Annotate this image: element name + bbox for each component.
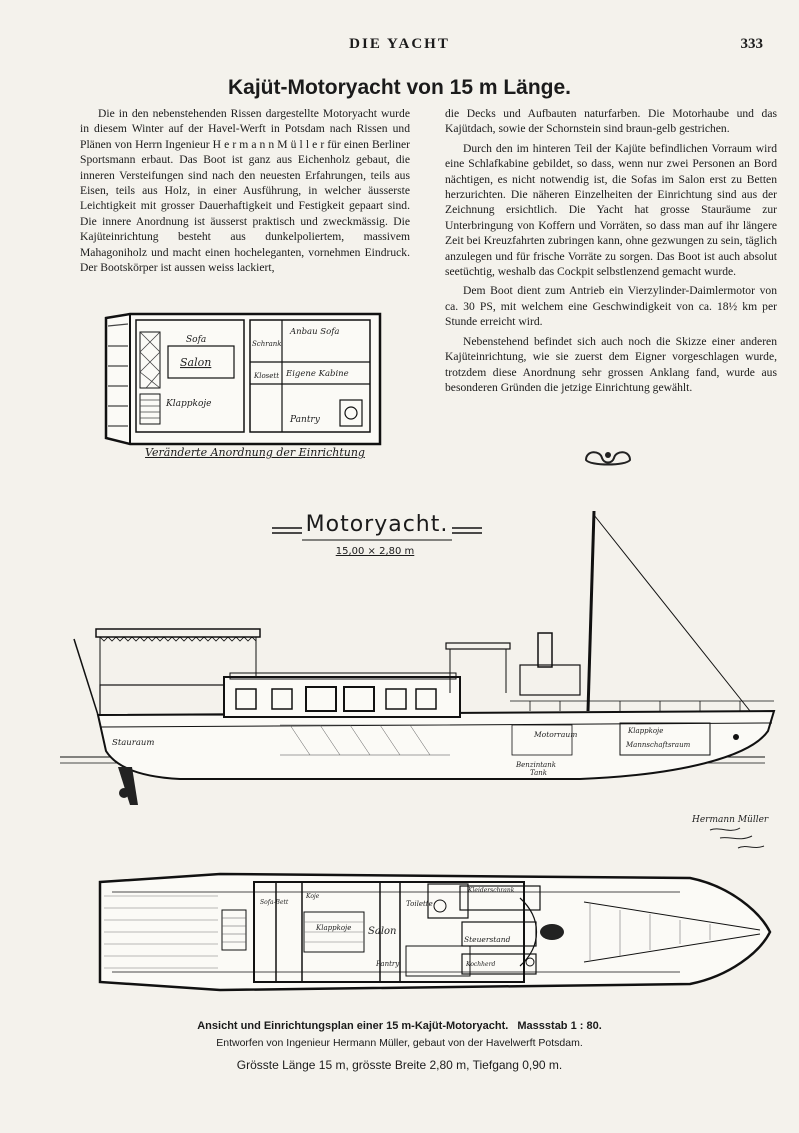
paragraph: Die in den nebenstehenden Rissen dargestellte Motoryacht wurde in diesem Winter auf der Havel-Werft in Potsdam nach Rissen und Plänen von Herrn Ingenieur H e r m a n n M ü l l e r für einen Berliner Sportsmann erbaut. Das Boot ist ganz aus Eichenholz gebaut, die inneren Versteifungen sind nach den neuesten Erfahrungen, teils aus Eisen, teils aus Holz, in einer Ausführung, in welcher äusserste Leichtigkeit mit grosser Dauerhaftigkeit und Festigkeit gepaart sind. Die innere Anordnung ist äusserst praktisch und zweckmässig. Die Kajüteinrichtung besteht aus dunkelpoliertem, massivem Mahagoniholz und macht einen hocheleganten, vornehmen Eindruck. Der Bootskörper ist aussen weiss lackiert, (80, 107, 410, 275)
plan-label-sofa-bett: Sofa-Bett (260, 899, 289, 906)
profile-label-stauraum: Stauraum (112, 738, 155, 748)
plan-label-klappkoje: Klappkoje (316, 924, 352, 932)
profile-label-klappkoje: Klappkoje (628, 727, 664, 735)
drawing-title-text: Motoryacht. (305, 512, 449, 537)
article-title: Kajüt-Motoryacht von 15 m Länge. (227, 76, 572, 99)
yacht-profile-drawing (60, 505, 780, 815)
paragraph: Dem Boot dient zum Antrieb ein Vierzylinder-Daimlermotor von ca. 30 PS, mit welchem eine Geschwindigkeit von ca. 18½ km per Stunde erreicht wird. (445, 284, 777, 329)
profile-label-mannschaftsraum: Mannschaftsraum (626, 741, 691, 749)
figure-caption-scale: Massstab 1 : 80. (517, 1020, 602, 1032)
text-column-left (80, 106, 410, 279)
page-number: 333 (740, 36, 763, 52)
sketch-label-sofa: Sofa (186, 335, 207, 345)
drawing-dimensions: 15,00 × 2,80 m (335, 546, 415, 557)
sketch-label-eigene-kabine: Eigene Kabine (286, 369, 349, 379)
figure-caption-title: Ansicht und Einrichtungsplan einer 15 m-Kajüt-Motoryacht. (197, 1020, 509, 1032)
sketch-label-pantry: Pantry (290, 415, 320, 425)
profile-label-motorraum: Motorraum (534, 730, 578, 739)
figure-caption (0, 1020, 799, 1032)
sketch-caption: Veränderte Anordnung der Einrichtung (145, 446, 365, 459)
plan-label-toilette: Toilette (406, 900, 433, 908)
paragraph: Nebenstehend befindet sich auch noch die Skizze einer anderen Kajüteinrichtung, wie sie zuerst dem Eigner vorgeschlagen wurde, trotzdem diese Anordnung sehr grossen Anklang fand, wurde aus besonderen Gründen die jetzige Einrichtung gewählt. (445, 334, 777, 394)
signature-text: Hermann Müller (692, 815, 769, 825)
paragraph: Durch den im hinteren Teil der Kajüte befindlichen Vorraum wird eine Schlafkabine gebildet, so dass, wenn nur zwei Personen an Bord nächtigen, es nicht notwendig ist, die Sofas im Salon erst zu Betten herzurichten. Die näheren Einzelheiten der Einrichtung sind aus der Zeichnung ersichtlich. Die Yacht hat grosse Stauräume zur Unterbringung von Koffern und Vorräten, so dass man auf ihr längere Zeit bei Kreuzfahrten zubringen kann, ohne gezwungen zu sein, täglich anzulegen und für frische Vorräte zu sorgen. Das Boot ist auch absolut seetüchtig, weshalb das Cockpit selbstlenzend gemacht wurde. (445, 141, 777, 279)
running-head: DIE YACHT (349, 36, 450, 52)
plan-label-pantry: Pantry (376, 960, 400, 968)
plan-label-koje: Koje (306, 893, 320, 900)
figure-credit: Entworfen von Ingenieur Hermann Müller, gebaut von der Havelwerft Potsdam. (216, 1037, 583, 1049)
ornament-icon (578, 446, 638, 470)
alternative-layout-sketch (100, 306, 400, 468)
plan-label-kleiderschrank: Kleiderschrank (468, 887, 515, 894)
plan-label-kochherd: Kochherd (466, 961, 496, 968)
plan-label-steuerstand: Steuerstand (464, 935, 511, 944)
sketch-label-klappkoje: Klappkoje (166, 399, 212, 409)
text-column-right (445, 106, 777, 399)
profile-label-benzintank: Benzintank (516, 761, 556, 769)
plan-label-salon: Salon (368, 926, 397, 937)
sketch-label-salon: Salon (180, 356, 212, 369)
figure-dimensions: Grösste Länge 15 m, grösste Breite 2,80 m, Tiefgang 0,90 m. (236, 1058, 563, 1072)
sketch-label-klosett: Klosett (254, 372, 280, 380)
designer-signature (690, 806, 780, 856)
paragraph: die Decks und Aufbauten naturfarben. Die Motorhaube und das Kajütdach, sowie der Schornstein sind braun-gelb gestrichen. (445, 107, 777, 136)
profile-label-tank: Tank (530, 769, 548, 777)
sketch-label-schrank: Schrank (252, 340, 282, 348)
yacht-deck-plan (90, 862, 780, 1002)
sketch-label-anbau-sofa: Anbau Sofa (290, 327, 340, 337)
